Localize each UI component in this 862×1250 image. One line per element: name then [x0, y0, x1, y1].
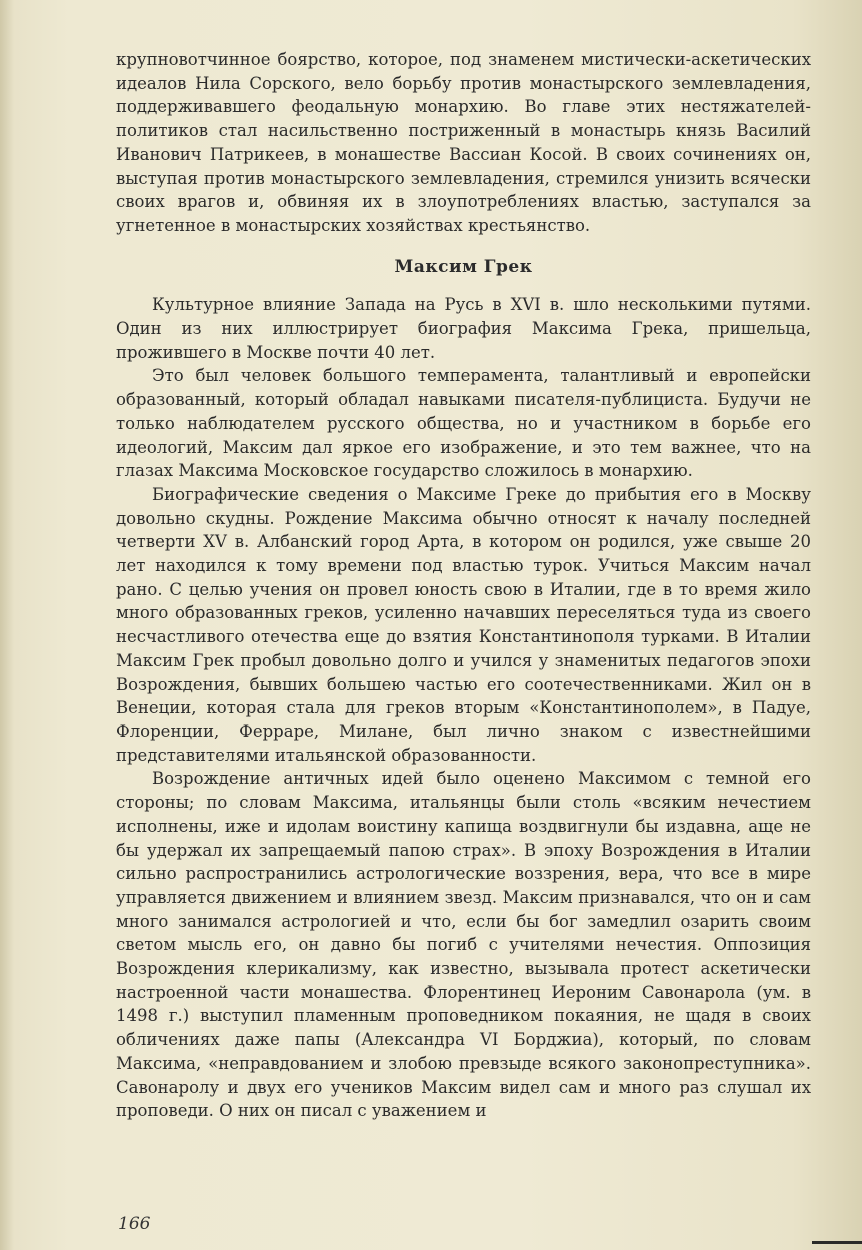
paragraph: Культурное влияние Запада на Русь в XVI в. шло несколькими путями. Один из них иллюстрирует биография Максима Грека, пришельца, прожившего в Москве почти 40 лет.: [116, 295, 811, 362]
section-heading: Максим Грек: [394, 256, 533, 277]
page-number: 166: [118, 1214, 151, 1234]
body-text: [116, 48, 811, 1123]
paragraph: Возрождение античных идей было оценено Максимом с темной его стороны; по словам Максима, итальянцы были столь «всяким нечестием исполнены, иже и идолам воистину капища воздвигнули бы издавна, аще не бы удержал их запрещаемый папою страх». В эпоху Возрождения в Италии сильно распространились астрологические воззрения, вера, что все в мире управляется движением и влиянием звезд. Максим признавался, что он и сам много занимался астрологией и что, если бы бог замедлил озарить своим светом мысль его, он давно бы погиб с учителями нечестия. Оппозиция Возрождения клерикализму, как известно, вызывала протест аскетически настроенной части монашества. Флорентинец Иероним Савонарола (ум. в 1498 г.) выступил пламенным проповедником покаяния, не щадя в своих обличениях даже папы (Александра VI Борджиа), который, по словам Максима, «неправдованием и злобою превзыде всякого законопреступника». Савонаролу и двух его учеников Максим видел сам и много раз слушал их проповеди. О них он писал с уважением и: [116, 769, 811, 1121]
paragraph-continued: крупновотчинное боярство, которое, под знаменем мистически-аскетических идеалов Нила Сорского, вело борьбу против монастырского землевладения, поддерживавшего феодальную монархию. Во главе этих нестяжателей-политиков стал насильственно постриженный в монастырь князь Василий Иванович Патрикеев, в монашестве Вассиан Косой. В своих сочинениях он, выступая против монастырского землевладения, стремился унизить всячески своих врагов и, обвиняя их в злоупотреблениях властью, заступался за угнетенное в монастырских хозяйствах крестьянство.: [116, 50, 811, 235]
paragraph: Биографические сведения о Максиме Греке до прибытия его в Москву довольно скудны. Рождение Максима обычно относят к началу последней четверти XV в. Албанский город Арта, в котором он родился, уже свыше 20 лет находился к тому времени под властью турок. Учиться Максим начал рано. С целью учения он провел юность свою в Италии, где в то время жило много образованных греков, усиленно начавших переселяться туда из своего несчастливого отечества еще до взятия Константинополя турками. В Италии Максим Грек пробыл довольно долго и учился у знаменитых педагогов эпохи Возрождения, бывших большею частью его соотечественниками. Жил он в Венеции, которая стала для греков вторым «Константинополем», в Падуе, Флоренции, Ферраре, Милане, был лично знаком с известнейшими представителями итальянской образованности.: [116, 484, 811, 765]
corner-rule: [812, 1241, 862, 1244]
page-gutter-shadow: [0, 0, 14, 1250]
paragraph: Это был человек большого темперамента, талантливый и европейски образованный, который обладал навыками писателя-публициста. Будучи не только наблюдателем русского общества, но и участником в борьбе его идеологий, Максим дал яркое его изображение, и это тем важнее, что на глазах Максима Московское государство сложилось в монархию.: [116, 366, 811, 481]
